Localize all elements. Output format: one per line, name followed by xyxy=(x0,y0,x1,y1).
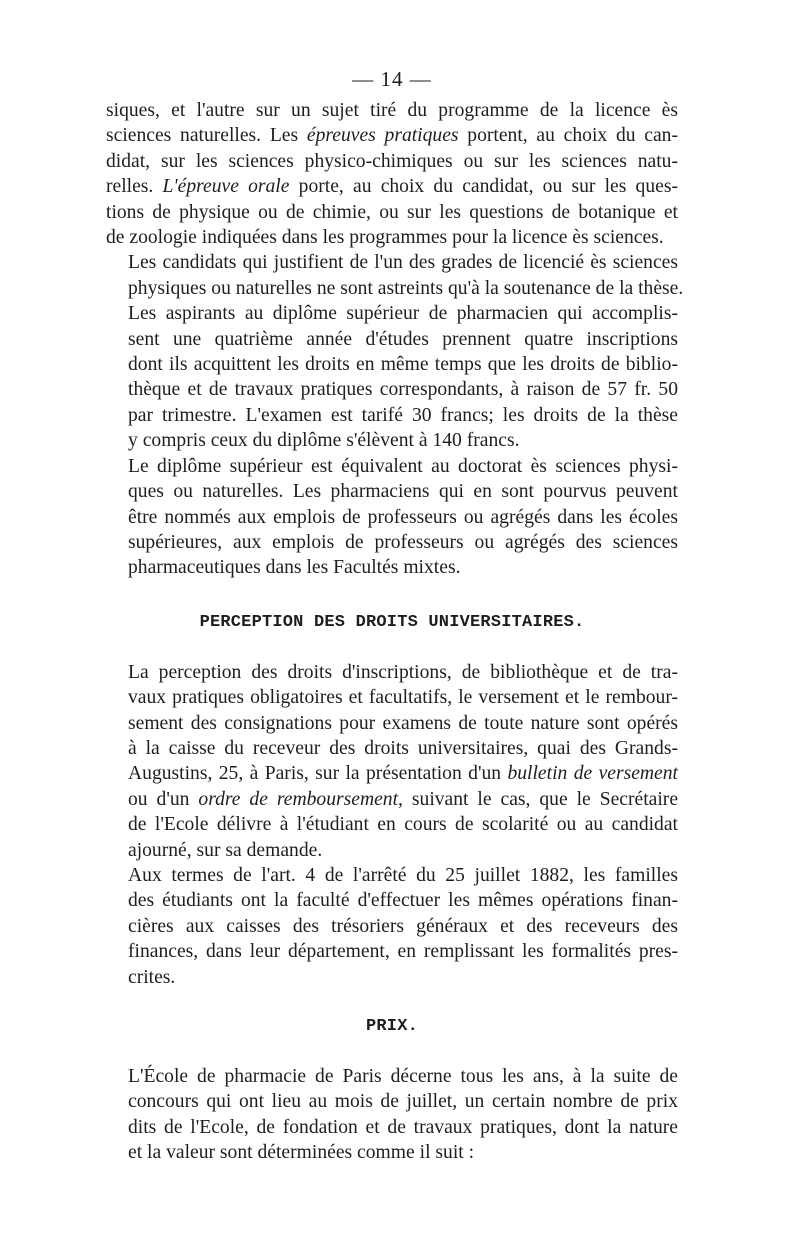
paragraph-familles xyxy=(106,863,678,990)
text-line: supérieures, aux emplois de professeurs ou agrégés des sciences xyxy=(128,531,678,553)
text-line: ou d'un ordre de remboursement, suivant le cas, que le Secrétaire xyxy=(128,788,679,810)
paragraph-prix xyxy=(106,1064,678,1166)
section-heading-droits: PERCEPTION DES DROITS UNIVERSITAIRES. xyxy=(199,612,585,632)
text-line: concours qui ont lieu au mois de juillet, un certain nombre de prix xyxy=(128,1091,678,1113)
text-line: tions de physique ou de chimie, ou sur les questions de botanique et xyxy=(106,201,678,223)
paragraph-diplome-superieur xyxy=(106,454,678,581)
italic-term: bulletin de versement xyxy=(507,763,678,785)
text-line: Le diplôme supérieur est équivalent au doctorat ès sciences physi- xyxy=(128,455,678,477)
paragraph-perception xyxy=(106,660,678,863)
text-line: par trimestre. L'examen est tarifé 30 francs; les droits de la thèse xyxy=(128,404,678,426)
italic-term: ordre de remboursement, xyxy=(198,788,403,810)
text-line: Aux termes de l'art. 4 de l'arrêté du 25 juillet 1882, les familles xyxy=(128,864,678,886)
paragraph-epreuves xyxy=(106,98,678,250)
text-line: être nommés aux emplois de professeurs ou agrégés dans les écoles xyxy=(128,506,678,528)
text-line: y compris ceux du diplôme s'élèvent à 140 francs. xyxy=(128,430,520,452)
text-line: ajourné, sur sa demande. xyxy=(128,839,323,861)
text-line: La perception des droits d'inscriptions, de bibliothèque et de tra- xyxy=(128,661,678,683)
paragraph-aspirants xyxy=(106,301,678,453)
section-heading-prix: PRIX. xyxy=(365,1017,418,1036)
paragraph-licencies xyxy=(106,250,684,301)
text-line: dont ils acquittent les droits en même temps que les droits de biblio- xyxy=(128,354,678,376)
text-line: Les candidats qui justifient de l'un des grades de licencié ès sciences xyxy=(128,252,678,274)
text-line: siques, et l'autre sur un sujet tiré du programme de la licence ès xyxy=(106,100,678,121)
text-line: didat, sur les sciences physico-chimiques ou sur les sciences natu- xyxy=(106,150,678,172)
text-line: crites. xyxy=(128,966,176,988)
italic-term: épreuves pratiques xyxy=(306,125,459,147)
text-line: pharmaceutiques dans les Facultés mixtes. xyxy=(128,557,461,579)
text-line: sement des consignations pour examens de toute nature sont opérés xyxy=(128,712,678,734)
text-line: Les aspirants au diplôme supérieur de pharmacien qui accomplis- xyxy=(128,303,678,325)
document-page xyxy=(106,66,684,1166)
text-line: de zoologie indiquées dans les programmes pour la licence ès sciences. xyxy=(106,227,664,249)
text-line: à la caisse du receveur des droits universitaires, quai des Grands- xyxy=(128,737,678,759)
text-line: relles. L'épreuve orale porte, au choix du candidat, ou sur les ques- xyxy=(106,176,678,198)
text-line: des étudiants ont la faculté d'effectuer les mêmes opérations finan- xyxy=(128,890,678,912)
text-line: vaux pratiques obligatoires et facultatifs, le versement et le rembour- xyxy=(128,687,678,709)
text-line: finances, dans leur département, en remplissant les formalités pres- xyxy=(128,941,678,963)
italic-term: L'épreuve orale xyxy=(162,176,290,198)
text-line: sent une quatrième année d'études prennent quatre inscriptions xyxy=(128,328,678,350)
page-number: — 14 — xyxy=(352,67,432,91)
text-line: de l'Ecole délivre à l'étudiant en cours de scolarité ou au candidat xyxy=(128,814,678,836)
text-line: et la valeur sont déterminées comme il suit : xyxy=(128,1142,475,1164)
text-line: Augustins, 25, à Paris, sur la présentation d'un bulletin de versement xyxy=(128,763,678,785)
text-line: dits de l'Ecole, de fondation et de travaux pratiques, dont la nature xyxy=(128,1116,678,1138)
text-line: sciences naturelles. Les épreuves pratiques portent, au choix du can- xyxy=(106,125,678,147)
text-line: ques ou naturelles. Les pharmaciens qui en sont pourvus peuvent xyxy=(128,481,678,503)
text-line: cières aux caisses des trésoriers généraux et des receveurs des xyxy=(128,915,678,937)
text-line: thèque et de travaux pratiques correspondants, à raison de 57 fr. 50 xyxy=(128,379,678,401)
text-line: L'École de pharmacie de Paris décerne tous les ans, à la suite de xyxy=(128,1066,678,1087)
text-line: physiques ou naturelles ne sont astreints qu'à la soutenance de la thèse. xyxy=(128,277,684,299)
